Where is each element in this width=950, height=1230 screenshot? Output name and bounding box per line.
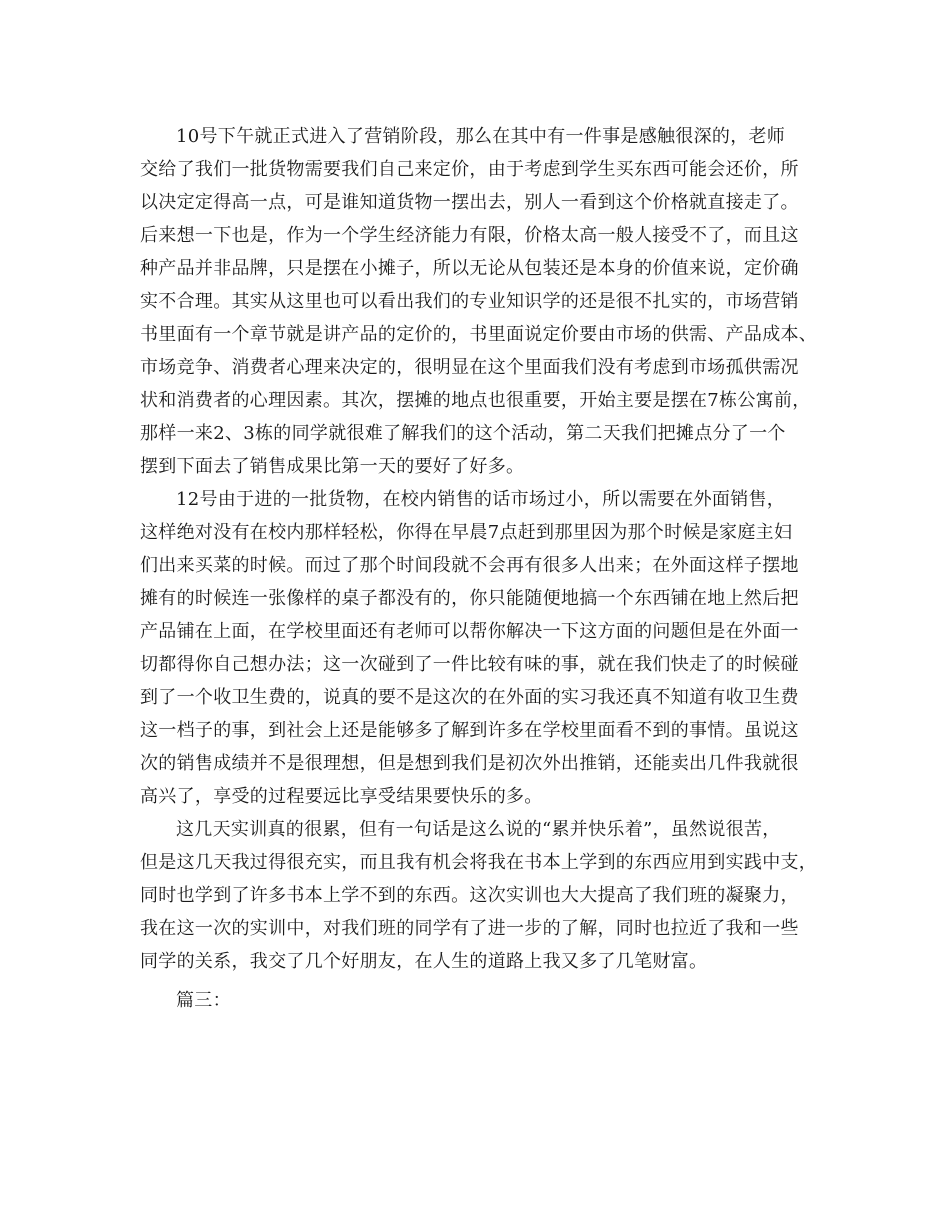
text-line: 10号下午就正式进入了营销阶段，那么在其中有一件事是感触很深的，老师 <box>176 126 786 147</box>
text-line: 这样绝对没有在校内那样轻松，你得在早晨7点赶到那里因为那个时候是家庭主妇 <box>140 522 793 543</box>
text-line: 次的销售成绩并不是很理想，但是想到我们是初次外出推销，还能卖出几件我就很 <box>140 753 799 774</box>
text-line: 交给了我们一批货物需要我们自己来定价，由于考虑到学生买东西可能会还价，所 <box>140 159 799 180</box>
text-line: 状和消费者的心理因素。其次，摆摊的地点也很重要，开始主要是摆在7栋公寓前， <box>140 390 811 411</box>
text-line: 这几天实训真的很累，但有一句话是这么说的“累并快乐着”，虽然说很苦， <box>176 819 781 840</box>
text-line: 到了一个收卫生费的，说真的要不是这次的在外面的实习我还真不知道有收卫生费 <box>140 687 799 708</box>
text-line: 同时也学到了许多书本上学不到的东西。这次实训也大大提高了我们班的凝聚力， <box>140 885 799 906</box>
text-line: 这一档子的事，到社会上还是能够多了解到许多在学校里面看不到的事情。虽说这 <box>140 720 799 741</box>
text-line: 摊有的时候连一张像样的桌子都没有的，你只能随便地搞一个东西铺在地上然后把 <box>140 588 799 609</box>
text-line: 我在这一次的实训中，对我们班的同学有了进一步的了解，同时也拉近了我和一些 <box>140 918 799 939</box>
text-line: 产品铺在上面，在学校里面还有老师可以帮你解决一下这方面的问题但是在外面一 <box>140 621 799 642</box>
text-line: 种产品并非品牌，只是摆在小摊子，所以无论从包装还是本身的价值来说，定价确 <box>140 258 799 279</box>
text-line: 那样一来2、3栋的同学就很难了解我们的这个活动，第二天我们把摊点分了一个 <box>140 423 786 444</box>
text-line: 同学的关系，我交了几个好朋友，在人生的道路上我又多了几笔财富。 <box>140 951 708 972</box>
text-line: 12号由于进的一批货物，在校内销售的话市场过小，所以需要在外面销售， <box>176 489 786 510</box>
text-line: 书里面有一个章节就是讲产品的定价的，书里面说定价要由市场的供需、产品成本、 <box>140 324 818 345</box>
text-line: 切都得你自己想办法；这一次碰到了一件比较有味的事，就在我们快走了的时候碰 <box>140 654 799 675</box>
text-line: 市场竞争、消费者心理来决定的，很明显在这个里面我们没有考虑到市场孤供需况 <box>140 357 799 378</box>
text-line: 们出来买菜的时候。而过了那个时间段就不会再有很多人出来；在外面这样子摆地 <box>140 555 799 576</box>
section-heading: 篇三： <box>176 990 231 1011</box>
text-line: 以决定定得高一点，可是谁知道货物一摆出去，别人一看到这个价格就直接走了。 <box>140 192 799 213</box>
paragraph-marketing-day-10 <box>140 120 820 483</box>
text-line: 实不合理。其实从这里也可以看出我们的专业知识学的还是很不扎实的，市场营销 <box>140 291 799 312</box>
text-line: 摆到下面去了销售成果比第一天的要好了好多。 <box>140 456 525 477</box>
text-line: 高兴了，享受的过程要远比享受结果要快乐的多。 <box>140 786 543 807</box>
text-line: 但是这几天我过得很充实，而且我有机会将我在书本上学到的东西应用到实践中支， <box>140 852 818 873</box>
paragraph-reflection <box>140 813 820 978</box>
text-line: 后来想一下也是，作为一个学生经济能力有限，价格太高一般人接受不了，而且这 <box>140 225 799 246</box>
document-body <box>140 120 820 1017</box>
paragraph-sales-day-12 <box>140 483 820 813</box>
